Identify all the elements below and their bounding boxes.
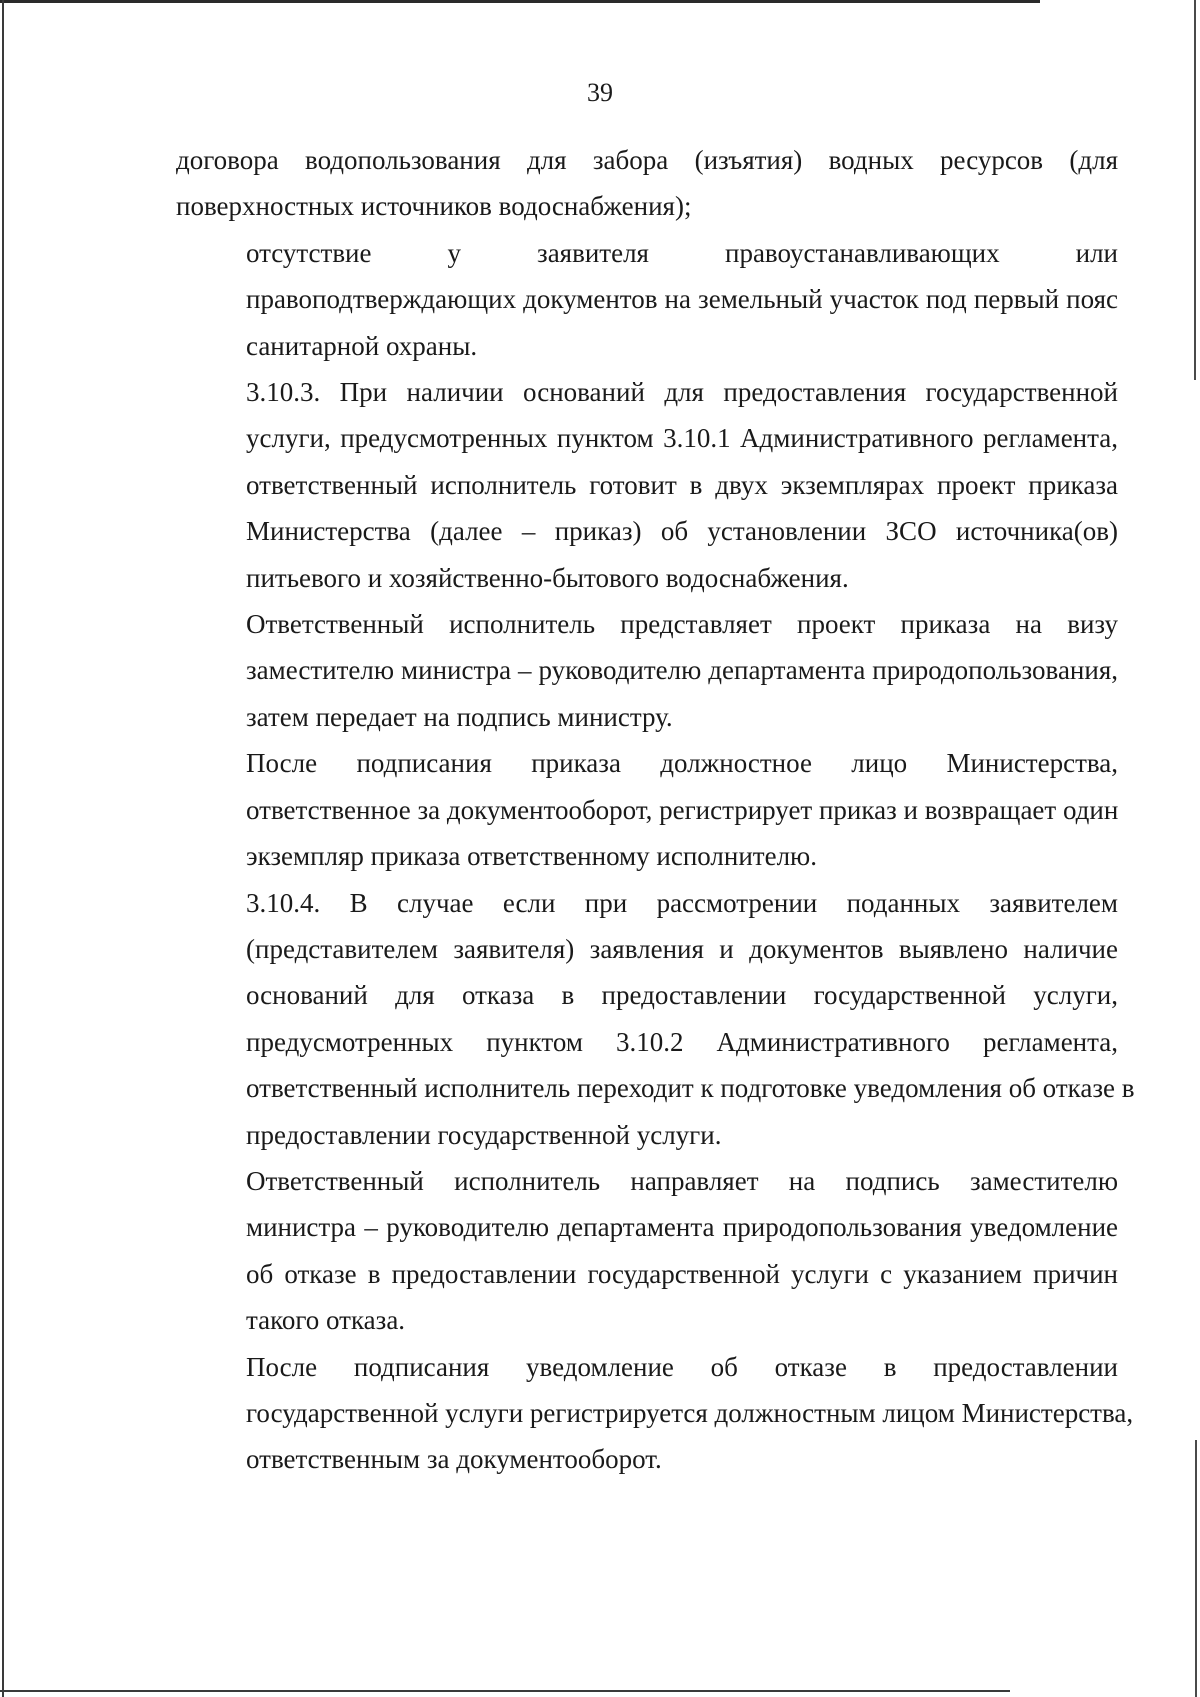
text-line: оснований для отказа в предоставлении государственной услуги, — [246, 980, 1118, 1011]
scan-edge-top — [0, 0, 1040, 3]
text-line: предоставлении государственной услуги. — [246, 1119, 722, 1150]
paragraph — [176, 369, 1118, 601]
text-line: поверхностных источников водоснабжения); — [176, 191, 692, 222]
paragraph — [176, 230, 1118, 369]
text-line: экземпляр приказа ответственному исполнителю. — [246, 841, 817, 872]
text-line: договора водопользования для забора (изъятия) водных ресурсов (для — [176, 145, 1118, 175]
text-line: предусмотренных пунктом 3.10.2 Административного регламента, — [246, 1026, 1118, 1057]
text-line: Ответственный исполнитель представляет проект приказа на визу — [246, 609, 1118, 640]
scan-edge-right — [1194, 0, 1196, 380]
text-line: 3.10.3. При наличии оснований для предоставления государственной — [246, 377, 1118, 408]
scan-edge-right — [1195, 1440, 1197, 1697]
text-line: ответственный исполнитель переходит к подготовке уведомления об отказе в — [246, 1073, 1135, 1104]
paragraph — [176, 740, 1118, 879]
text-line: государственной услуги регистрируется должностным лицом Министерства, — [246, 1397, 1134, 1428]
document-body — [176, 137, 1135, 1483]
text-line: ответственный исполнитель готовит в двух экземплярах проект приказа — [246, 469, 1118, 500]
text-line: правоподтверждающих документов на земельный участок под первый пояс — [246, 284, 1118, 315]
text-line: затем передает на подпись министру. — [246, 701, 673, 732]
paragraph — [176, 880, 1135, 1158]
text-line: санитарной охраны. — [246, 330, 478, 361]
text-line: заместителю министра – руководителю департамента природопользования, — [246, 655, 1118, 686]
page-number: 39 — [587, 78, 613, 107]
paragraph — [176, 601, 1118, 740]
scan-edge-bottom — [0, 1690, 1010, 1692]
scan-edge-left — [2, 0, 4, 1697]
paragraph — [176, 1344, 1134, 1483]
text-line: услуги, предусмотренных пунктом 3.10.1 Административного регламента, — [246, 423, 1118, 454]
text-line: об отказе в предоставлении государственной услуги с указанием причин — [246, 1258, 1118, 1289]
text-line: Министерства (далее – приказ) об установлении ЗСО источника(ов) — [246, 516, 1118, 547]
text-line: такого отказа. — [246, 1305, 406, 1336]
text-line: 3.10.4. В случае если при рассмотрении поданных заявителем — [246, 887, 1118, 918]
text-line: После подписания уведомление об отказе в предоставлении — [246, 1351, 1118, 1382]
text-line: отсутствие у заявителя правоустанавливающих или — [246, 237, 1118, 268]
text-line: министра – руководителю департамента природопользования уведомление — [246, 1212, 1118, 1243]
text-line: Ответственный исполнитель направляет на подпись заместителю — [246, 1165, 1118, 1196]
paragraph — [176, 1158, 1118, 1344]
text-line: После подписания приказа должностное лицо Министерства, — [246, 748, 1118, 779]
text-line: ответственным за документооборот. — [246, 1444, 662, 1475]
text-line: (представителем заявителя) заявления и документов выявлено наличие — [246, 933, 1118, 964]
text-line: ответственное за документооборот, регистрирует приказ и возвращает один — [246, 794, 1119, 825]
paragraph — [176, 137, 1118, 230]
text-line: питьевого и хозяйственно-бытового водоснабжения. — [246, 562, 849, 593]
